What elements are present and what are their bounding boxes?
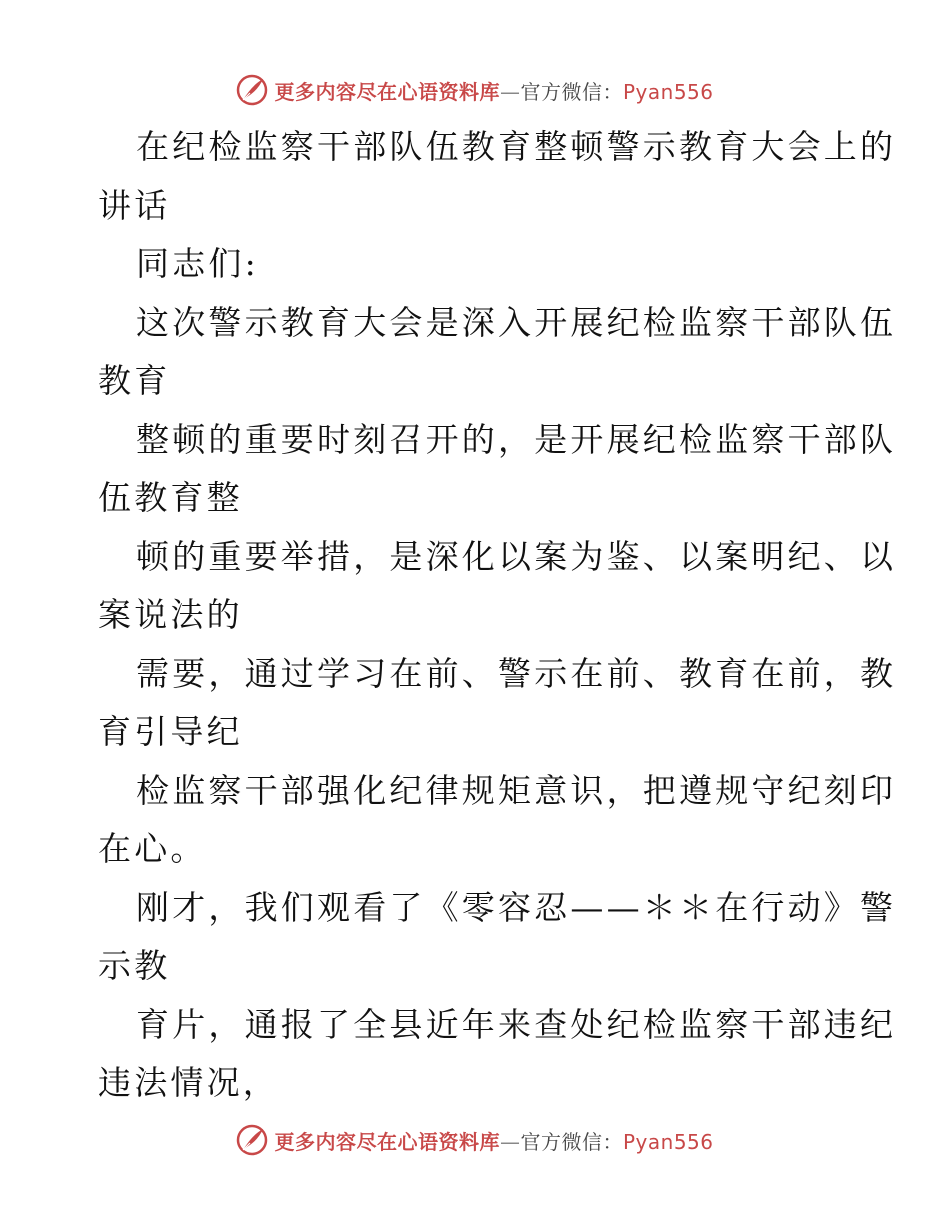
paragraph-line: 检监察干部强化纪律规矩意识，把遵规守纪刻印: [136, 770, 897, 810]
watermark-wechat-label: 官方微信：: [520, 79, 623, 104]
title-line-2: 讲话: [98, 185, 171, 225]
paragraph-line: 育片，通报了全县近年来查处纪检监察干部违纪: [136, 1004, 897, 1044]
footer-watermark: [0, 1120, 950, 1160]
paragraph-line: 顿的重要举措，是深化以案为鉴、以案明纪、以: [136, 536, 897, 576]
paragraph-line: 教育: [98, 361, 171, 400]
watermark-wechat-label: 官方微信：: [520, 1129, 623, 1154]
watermark-wechat-id: Pyan556: [622, 79, 714, 104]
paragraph-line: 伍教育整: [98, 478, 243, 517]
paragraph-line: 育引导纪: [98, 712, 243, 751]
title-line-1: 在纪检监察干部队伍教育整顿警示教育大会上的: [136, 127, 897, 166]
paragraph-line: 需要，通过学习在前、警示在前、教育在前，教: [136, 653, 897, 693]
paragraph-line: 案说法的: [98, 595, 243, 634]
watermark-main-text: 更多内容尽在心语资料库: [274, 79, 500, 104]
watermark-dash: —: [499, 1129, 521, 1154]
watermark-wechat-id: Pyan556: [622, 1129, 714, 1154]
paragraph-line: 整顿的重要时刻召开的，是开展纪检监察干部队: [136, 419, 897, 459]
watermark-dash: —: [499, 79, 521, 104]
feather-pen-logo-icon: [236, 1124, 268, 1156]
header-watermark: [0, 70, 950, 110]
paragraph-line: 这次警示教育大会是深入开展纪检监察干部队伍: [136, 302, 897, 342]
watermark-main-text: 更多内容尽在心语资料库: [274, 1129, 500, 1154]
feather-pen-logo-icon: [236, 74, 268, 106]
paragraph-line: 违法情况，: [98, 1063, 279, 1102]
document-body: [98, 118, 897, 1113]
salutation: 同志们:: [136, 244, 259, 283]
paragraph-line: 示教: [98, 946, 171, 985]
paragraph-line: 在心。: [98, 829, 207, 868]
paragraph-line: 刚才，我们观看了《零容忍——＊＊在行动》警: [136, 887, 897, 927]
